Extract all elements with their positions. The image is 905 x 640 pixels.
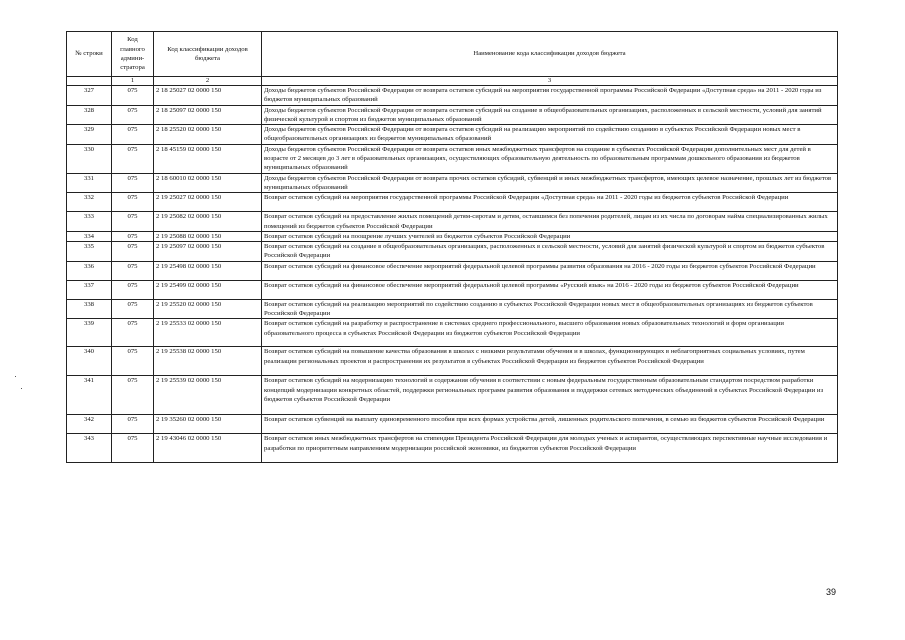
row-code-name: Доходы бюджетов субъектов Российской Федерации от возврата остатков субсидий на реализацию мероприятий по содействию созданию в субъектах Российской Федерации новых мест в общеобразовательных организациях из бюджетов муниципальных образований [262, 125, 838, 145]
row-classification-code: 2 18 25520 02 0000 150 [154, 125, 262, 145]
table-row [67, 173, 838, 193]
row-admin-code: 075 [112, 347, 154, 376]
table-row [67, 280, 838, 299]
table-row [67, 86, 838, 106]
header-admin-code: Код главного админи-стратора [112, 32, 154, 77]
row-code-name: Возврат остатков субсидий на разработку и распространение в системах среднего профессионального, высшего образования новых образовательных технологий и форм организации образовательного процесса в субъектах Российской Федерации из бюджетов субъектов Российской Федерации [262, 319, 838, 347]
row-admin-code: 075 [112, 86, 154, 106]
row-number: 327 [67, 86, 112, 106]
row-classification-code: 2 19 25538 02 0000 150 [154, 347, 262, 376]
budget-revenue-table [66, 31, 838, 463]
row-classification-code: 2 19 35260 02 0000 150 [154, 415, 262, 434]
row-classification-code: 2 19 25539 02 0000 150 [154, 376, 262, 415]
row-number: 343 [67, 434, 112, 463]
row-number: 329 [67, 125, 112, 145]
column-number: 3 [262, 77, 838, 86]
row-admin-code: 075 [112, 105, 154, 125]
table-row [67, 376, 838, 415]
row-code-name: Возврат остатков субсидий на мероприятия государственной программы Российской Федерации «Доступная среда» на 2011 - 2020 годы из бюджетов субъектов Российской Федерации [262, 193, 838, 212]
row-admin-code: 075 [112, 193, 154, 212]
table-row [67, 242, 838, 262]
row-classification-code: 2 19 25533 02 0000 150 [154, 319, 262, 347]
page-number: 39 [826, 587, 837, 597]
table-row [67, 212, 838, 232]
row-admin-code: 075 [112, 299, 154, 319]
row-code-name: Возврат остатков субсидий на финансовое обеспечение мероприятий федеральной целевой программы развития образования на 2016 - 2020 годы из бюджетов субъектов Российской Федерации [262, 261, 838, 280]
table-body [67, 86, 838, 463]
header-classification-code: Код классификации доходов бюджета [154, 32, 262, 77]
row-classification-code: 2 19 25082 02 0000 150 [154, 212, 262, 232]
row-admin-code: 075 [112, 415, 154, 434]
column-number: 2 [154, 77, 262, 86]
row-code-name: Возврат остатков субсидий на создание в общеобразовательных организациях, расположенных в сельской местности, условий для занятий физической культурой и спортом из бюджетов субъектов Российской Федерации [262, 242, 838, 262]
row-admin-code: 075 [112, 144, 154, 173]
row-admin-code: 075 [112, 261, 154, 280]
scan-speck [21, 388, 22, 389]
row-admin-code: 075 [112, 280, 154, 299]
row-admin-code: 075 [112, 125, 154, 145]
row-number: 337 [67, 280, 112, 299]
row-admin-code: 075 [112, 319, 154, 347]
table-row [67, 261, 838, 280]
row-classification-code: 2 19 25498 02 0000 150 [154, 261, 262, 280]
header-line-number: № строки [67, 32, 112, 77]
row-classification-code: 2 19 25097 02 0000 150 [154, 242, 262, 262]
row-code-name: Возврат остатков субсидий на предоставление жилых помещений детям-сиротам и детям, оставшимся без попечения родителей, лицам из их числа по договорам найма специализированных жилых помещений из бюджетов субъектов Российской Федерации [262, 212, 838, 232]
header-code-name: Наименование кода классификации доходов бюджета [262, 32, 838, 77]
table-row [67, 193, 838, 212]
row-number: 328 [67, 105, 112, 125]
row-code-name: Возврат остатков субсидий на реализацию мероприятий по содействию созданию в субъектах Российской Федерации новых мест в общеобразовательных организациях из бюджетов субъектов Российской Федерации [262, 299, 838, 319]
column-number-blank [67, 77, 112, 86]
row-number: 334 [67, 231, 112, 241]
row-classification-code: 2 19 43046 02 0000 150 [154, 434, 262, 463]
row-number: 341 [67, 376, 112, 415]
row-admin-code: 075 [112, 212, 154, 232]
table-row [67, 105, 838, 125]
budget-revenue-table-page [66, 31, 837, 463]
row-number: 336 [67, 261, 112, 280]
table-row [67, 347, 838, 376]
row-code-name: Возврат остатков субсидий на финансовое обеспечение мероприятий федеральной целевой программы «Русский язык» на 2016 - 2020 годы из бюджетов субъектов Российской Федерации [262, 280, 838, 299]
row-admin-code: 075 [112, 434, 154, 463]
row-admin-code: 075 [112, 376, 154, 415]
row-code-name: Возврат остатков субсидий на повышение качества образования в школах с низкими результатами обучения и в школах, функционирующих в неблагоприятных социальных условиях, путем реализации региональных проектов и распространения их результатов в субъектах Российской Федерации из бюджетов субъектов Российской Федерации [262, 347, 838, 376]
scan-speck [15, 376, 16, 377]
table-row [67, 299, 838, 319]
row-number: 333 [67, 212, 112, 232]
row-number: 331 [67, 173, 112, 193]
row-number: 338 [67, 299, 112, 319]
row-number: 335 [67, 242, 112, 262]
row-classification-code: 2 19 25027 02 0000 150 [154, 193, 262, 212]
row-classification-code: 2 18 25027 02 0000 150 [154, 86, 262, 106]
table-row [67, 415, 838, 434]
row-classification-code: 2 18 45159 02 0000 150 [154, 144, 262, 173]
row-classification-code: 2 19 25520 02 0000 150 [154, 299, 262, 319]
table-row [67, 231, 838, 241]
row-number: 330 [67, 144, 112, 173]
row-code-name: Возврат остатков субвенций на выплату единовременного пособия при всех формах устройства детей, лишенных родительского попечения, в семью из бюджетов субъектов Российской Федерации [262, 415, 838, 434]
row-number: 332 [67, 193, 112, 212]
header-row [67, 32, 838, 77]
column-number-row [67, 77, 838, 86]
row-code-name: Доходы бюджетов субъектов Российской Федерации от возврата остатков субсидий на создание в общеобразовательных организациях, расположенных в сельской местности, условий для занятий физической культурой и спортом из бюджетов муниципальных образований [262, 105, 838, 125]
row-code-name: Доходы бюджетов субъектов Российской Федерации от возврата остатков субсидий на мероприятия государственной программы Российской Федерации «Доступная среда» на 2011 - 2020 годы из бюджетов муниципальных образований [262, 86, 838, 106]
table-row [67, 125, 838, 145]
row-admin-code: 075 [112, 231, 154, 241]
row-code-name: Возврат остатков иных межбюджетных трансфертов на стипендии Президента Российской Федерации для молодых ученых и аспирантов, осуществляющих перспективные научные исследования и разработки по приоритетным направлениям модернизации российской экономики, из бюджетов субъектов Российской Федерации [262, 434, 838, 463]
row-classification-code: 2 19 25088 02 0000 150 [154, 231, 262, 241]
row-classification-code: 2 19 25499 02 0000 150 [154, 280, 262, 299]
row-number: 342 [67, 415, 112, 434]
row-code-name: Доходы бюджетов субъектов Российской Федерации от возврата прочих остатков субсидий, субвенций и иных межбюджетных трансфертов, имеющих целевое назначение, прошлых лет из бюджетов муниципальных образований [262, 173, 838, 193]
row-number: 339 [67, 319, 112, 347]
row-admin-code: 075 [112, 173, 154, 193]
row-classification-code: 2 18 60010 02 0000 150 [154, 173, 262, 193]
table-row [67, 144, 838, 173]
row-code-name: Возврат остатков субсидий на модернизацию технологий и содержания обучения в соответствии с новым федеральным государственным образовательным стандартом посредством разработки концепций модернизации конкретных областей, поддержки региональных программ развития образования и поддержки сетевых методических объединений в субъектах Российской Федерации из бюджетов субъектов Российской Федерации [262, 376, 838, 415]
column-number: 1 [112, 77, 154, 86]
row-classification-code: 2 18 25097 02 0000 150 [154, 105, 262, 125]
table-row [67, 434, 838, 463]
row-number: 340 [67, 347, 112, 376]
row-code-name: Возврат остатков субсидий на поощрение лучших учителей из бюджетов субъектов Российской Федерации [262, 231, 838, 241]
row-code-name: Доходы бюджетов субъектов Российской Федерации от возврата остатков иных межбюджетных трансфертов на создание в субъектах Российской Федерации дополнительных мест для детей в возрасте от 2 месяцев до 3 лет в образовательных организациях, осуществляющих образовательную деятельность по образовательным программам дошкольного образования из бюджетов муниципальных образований [262, 144, 838, 173]
table-row [67, 319, 838, 347]
row-admin-code: 075 [112, 242, 154, 262]
